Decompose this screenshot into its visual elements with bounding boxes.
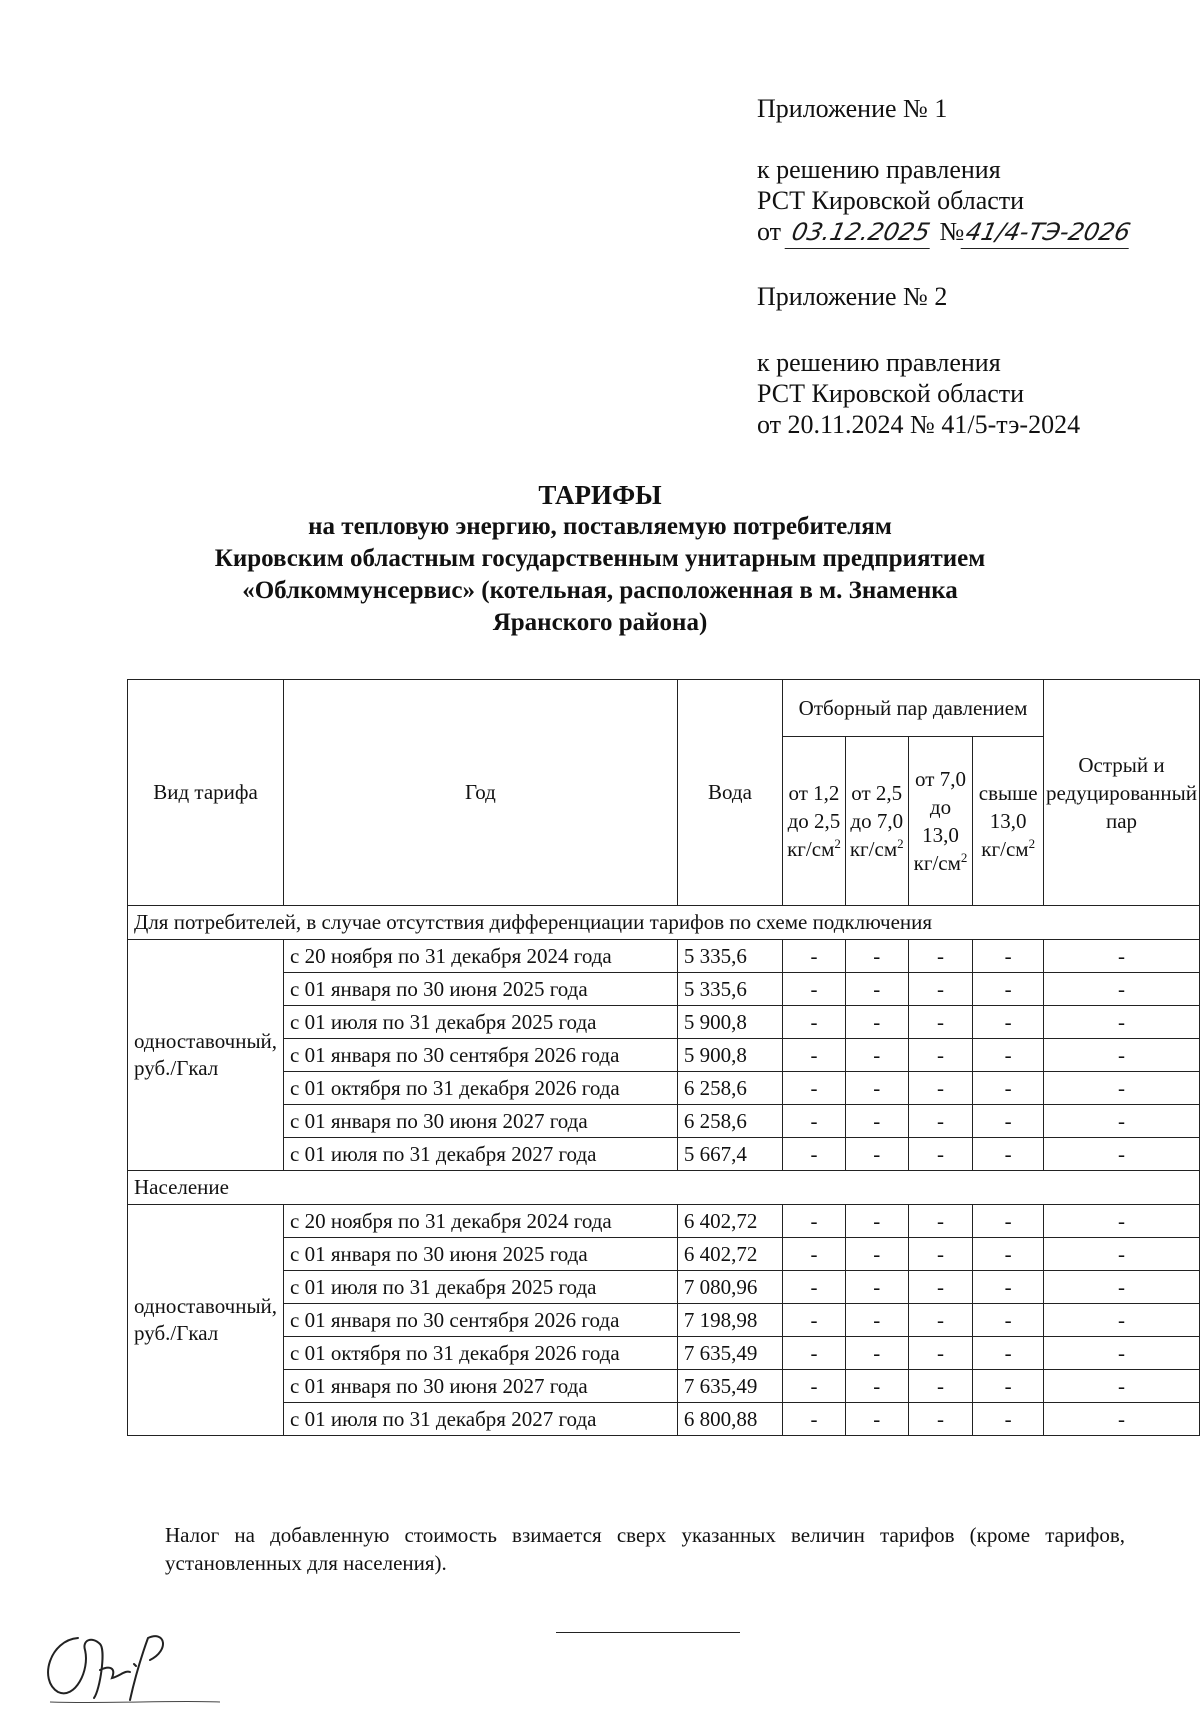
handwritten-number: 41/4-ТЭ-2026	[961, 217, 1136, 249]
empty-dash-cell: -	[1043, 1370, 1199, 1403]
empty-dash-cell: -	[973, 1271, 1044, 1304]
appendix-1-block	[757, 93, 947, 124]
empty-dash-cell: -	[845, 1403, 908, 1436]
table-row	[128, 1072, 1200, 1105]
empty-dash-cell: -	[845, 1205, 908, 1238]
empty-dash-cell: -	[973, 1105, 1044, 1138]
period-cell: с 01 января по 30 сентября 2026 года	[284, 1039, 678, 1072]
empty-dash-cell: -	[973, 1304, 1044, 1337]
period-cell: с 01 января по 30 июня 2025 года	[284, 973, 678, 1006]
appendix-2-line2: РСТ Кировской области	[757, 379, 1025, 408]
empty-dash-cell: -	[1043, 1238, 1199, 1271]
vat-note: Налог на добавленную стоимость взимается сверх указанных величин тарифов (кроме тарифов, установленных для населения).	[165, 1523, 1125, 1575]
table-row	[128, 1039, 1200, 1072]
water-value-cell: 6 258,6	[677, 1072, 782, 1105]
period-cell: с 01 января по 30 июня 2027 года	[284, 1105, 678, 1138]
empty-dash-cell: -	[908, 1238, 973, 1271]
table-row	[128, 1337, 1200, 1370]
empty-dash-cell: -	[1043, 1006, 1199, 1039]
empty-dash-cell: -	[1043, 1205, 1199, 1238]
period-cell: с 01 января по 30 сентября 2026 года	[284, 1304, 678, 1337]
header-steam-3: от 7,0 до 13,0 $кг/см^2$	[908, 737, 973, 906]
empty-dash-cell: -	[1043, 1304, 1199, 1337]
empty-dash-cell: -	[783, 1403, 846, 1436]
empty-dash-cell: -	[783, 1304, 846, 1337]
header-steam-2: от 2,5 до 7,0 $кг/см^2$	[845, 737, 908, 906]
empty-dash-cell: -	[845, 1271, 908, 1304]
water-value-cell: 5 900,8	[677, 1039, 782, 1072]
empty-dash-cell: -	[1043, 1138, 1199, 1171]
empty-dash-cell: -	[783, 1238, 846, 1271]
empty-dash-cell: -	[1043, 1271, 1199, 1304]
empty-dash-cell: -	[845, 1337, 908, 1370]
signature-icon	[30, 1620, 230, 1710]
table-row	[128, 1271, 1200, 1304]
empty-dash-cell: -	[908, 1006, 973, 1039]
tariff-type-cell: одноставочный, руб./Гкал	[128, 940, 284, 1171]
period-cell: с 01 июля по 31 декабря 2027 года	[284, 1138, 678, 1171]
empty-dash-cell: -	[845, 1370, 908, 1403]
table-row	[128, 940, 1200, 973]
empty-dash-cell: -	[1043, 1403, 1199, 1436]
header-steam-group: Отборный пар давлением	[783, 680, 1044, 737]
handwritten-date: 03.12.2025	[784, 217, 936, 249]
water-value-cell: 7 635,49	[677, 1337, 782, 1370]
empty-dash-cell: -	[783, 1205, 846, 1238]
empty-dash-cell: -	[908, 1072, 973, 1105]
empty-dash-cell: -	[845, 1238, 908, 1271]
period-cell: с 01 июля по 31 декабря 2025 года	[284, 1271, 678, 1304]
section-2-rows	[128, 1205, 1200, 1436]
section-1-rows	[128, 940, 1200, 1171]
empty-dash-cell: -	[783, 1105, 846, 1138]
empty-dash-cell: -	[783, 1370, 846, 1403]
document-title	[100, 479, 1100, 639]
tariff-type-cell: одноставочный, руб./Гкал	[128, 1205, 284, 1436]
empty-dash-cell: -	[973, 973, 1044, 1006]
empty-dash-cell: -	[783, 1006, 846, 1039]
appendix-1-ref	[757, 154, 1132, 249]
empty-dash-cell: -	[1043, 1039, 1199, 1072]
empty-dash-cell: -	[845, 1304, 908, 1337]
empty-dash-cell: -	[908, 1337, 973, 1370]
water-value-cell: 6 800,88	[677, 1403, 782, 1436]
appendix-2-block	[757, 281, 947, 312]
water-value-cell: 5 335,6	[677, 973, 782, 1006]
period-cell: с 01 июля по 31 декабря 2025 года	[284, 1006, 678, 1039]
empty-dash-cell: -	[1043, 973, 1199, 1006]
section-2-title: Население	[128, 1171, 1200, 1205]
table-row	[128, 1370, 1200, 1403]
water-value-cell: 5 667,4	[677, 1138, 782, 1171]
title-line-4: Яранского района)	[492, 609, 708, 636]
end-rule	[556, 1632, 740, 1633]
water-value-cell: 7 635,49	[677, 1370, 782, 1403]
empty-dash-cell: -	[973, 1403, 1044, 1436]
section-1-title: Для потребителей, в случае отсутствия дифференциации тарифов по схеме подключения	[128, 906, 1200, 940]
water-value-cell: 5 335,6	[677, 940, 782, 973]
empty-dash-cell: -	[783, 1138, 846, 1171]
empty-dash-cell: -	[973, 1138, 1044, 1171]
empty-dash-cell: -	[973, 1337, 1044, 1370]
empty-dash-cell: -	[908, 940, 973, 973]
appendix-1-title: Приложение № 1	[757, 94, 948, 123]
empty-dash-cell: -	[845, 1072, 908, 1105]
title-line-1: на тепловую энергию, поставляемую потребителям	[308, 513, 892, 540]
header-steam-1: от 1,2 до 2,5 $кг/см^2$	[783, 737, 846, 906]
header-tariff-type: Вид тарифа	[128, 680, 284, 906]
empty-dash-cell: -	[845, 1006, 908, 1039]
empty-dash-cell: -	[1043, 1072, 1199, 1105]
empty-dash-cell: -	[973, 1370, 1044, 1403]
period-cell: с 01 января по 30 июня 2027 года	[284, 1370, 678, 1403]
header-year: Год	[284, 680, 678, 906]
empty-dash-cell: -	[908, 1370, 973, 1403]
empty-dash-cell: -	[908, 1039, 973, 1072]
appendix-1-line2: РСТ Кировской области	[757, 186, 1025, 215]
period-cell: с 01 июля по 31 декабря 2027 года	[284, 1403, 678, 1436]
water-value-cell: 7 080,96	[677, 1271, 782, 1304]
period-cell: с 01 октября по 31 декабря 2026 года	[284, 1337, 678, 1370]
period-cell: с 01 января по 30 июня 2025 года	[284, 1238, 678, 1271]
empty-dash-cell: -	[908, 1304, 973, 1337]
empty-dash-cell: -	[908, 1271, 973, 1304]
appendix-2-line3: от 20.11.2024 № 41/5-тэ-2024	[757, 410, 1081, 439]
empty-dash-cell: -	[783, 1039, 846, 1072]
empty-dash-cell: -	[783, 973, 846, 1006]
empty-dash-cell: -	[1043, 1105, 1199, 1138]
period-cell: с 20 ноября по 31 декабря 2024 года	[284, 1205, 678, 1238]
empty-dash-cell: -	[908, 1205, 973, 1238]
header-steam-4: свыше 13,0 $кг/см^2$	[973, 737, 1044, 906]
empty-dash-cell: -	[845, 940, 908, 973]
title-head: ТАРИФЫ	[538, 480, 662, 510]
empty-dash-cell: -	[908, 973, 973, 1006]
empty-dash-cell: -	[973, 940, 1044, 973]
water-value-cell: 6 402,72	[677, 1205, 782, 1238]
empty-dash-cell: -	[845, 1105, 908, 1138]
title-line-3: «Облкоммунсервис» (котельная, расположенная в м. Знаменка	[242, 577, 958, 604]
date-prefix: от	[757, 217, 782, 246]
title-line-2: Кировским областным государственным унитарным предприятием	[214, 545, 986, 572]
table-row	[128, 1138, 1200, 1171]
table-row	[128, 973, 1200, 1006]
empty-dash-cell: -	[783, 940, 846, 973]
empty-dash-cell: -	[783, 1337, 846, 1370]
empty-dash-cell: -	[908, 1403, 973, 1436]
empty-dash-cell: -	[1043, 1337, 1199, 1370]
table-row	[128, 1304, 1200, 1337]
water-value-cell: 6 258,6	[677, 1105, 782, 1138]
water-value-cell: 6 402,72	[677, 1238, 782, 1271]
appendix-1-line1: к решению правления	[757, 155, 1001, 184]
empty-dash-cell: -	[973, 1006, 1044, 1039]
table-row	[128, 1205, 1200, 1238]
water-value-cell: 5 900,8	[677, 1006, 782, 1039]
empty-dash-cell: -	[908, 1105, 973, 1138]
empty-dash-cell: -	[973, 1072, 1044, 1105]
period-cell: с 20 ноября по 31 декабря 2024 года	[284, 940, 678, 973]
empty-dash-cell: -	[783, 1271, 846, 1304]
empty-dash-cell: -	[908, 1138, 973, 1171]
header-sharp-steam: Острый и редуцированный пар	[1043, 680, 1199, 906]
empty-dash-cell: -	[845, 1138, 908, 1171]
table-row	[128, 1238, 1200, 1271]
empty-dash-cell: -	[783, 1072, 846, 1105]
table-row	[128, 1403, 1200, 1436]
header-water: Вода	[677, 680, 782, 906]
period-cell: с 01 октября по 31 декабря 2026 года	[284, 1072, 678, 1105]
empty-dash-cell: -	[845, 973, 908, 1006]
empty-dash-cell: -	[973, 1205, 1044, 1238]
appendix-2-ref	[757, 347, 1080, 440]
table-row	[128, 1105, 1200, 1138]
appendix-2-title: Приложение № 2	[757, 282, 948, 311]
table-row	[128, 1006, 1200, 1039]
appendix-2-line1: к решению правления	[757, 348, 1001, 377]
tariff-table	[127, 679, 1200, 1436]
empty-dash-cell: -	[1043, 940, 1199, 973]
empty-dash-cell: -	[973, 1238, 1044, 1271]
empty-dash-cell: -	[845, 1039, 908, 1072]
empty-dash-cell: -	[973, 1039, 1044, 1072]
appendix-1-date-line	[757, 216, 1132, 249]
number-prefix: №	[939, 217, 965, 246]
water-value-cell: 7 198,98	[677, 1304, 782, 1337]
